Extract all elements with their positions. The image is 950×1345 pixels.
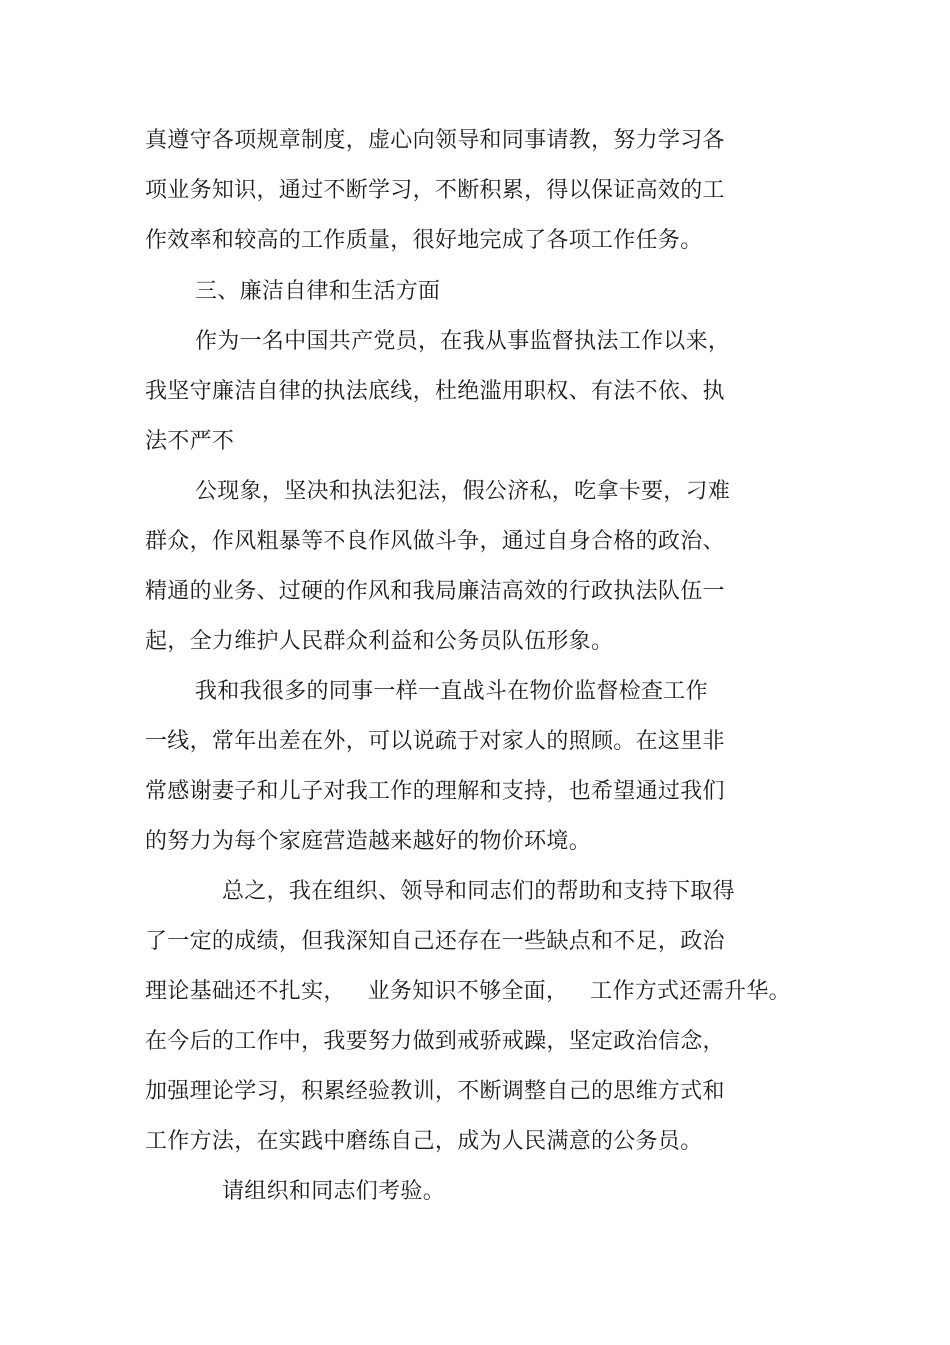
text-line: 的努力为每个家庭营造越来越好的物价环境。 (145, 829, 592, 854)
text-line: 精通的业务、过硬的作风和我局廉洁高效的行政执法队伍一 (145, 579, 725, 604)
text-line: 加强理论学习，积累经验教训，不断调整自己的思维方式和 (145, 1079, 725, 1104)
text-line: 请组织和同志们考验。 (222, 1179, 446, 1204)
text-line: 了一定的成绩，但我深知自己还存在一些缺点和不足，政治 (145, 929, 725, 954)
text-line: 一线，常年出差在外，可以说疏于对家人的照顾。在这里非 (145, 729, 725, 754)
text-line: 作为一名中国共产党员，在我从事监督执法工作以来， (195, 329, 731, 354)
text-line: 法不严不 (145, 429, 235, 454)
text-line: 真遵守各项规章制度，虚心向领导和同事请教，努力学习各 (145, 128, 725, 153)
text-line: 群众，作风粗暴等不良作风做斗争，通过自身合格的政治、 (145, 529, 725, 554)
text-line: 工作方法，在实践中磨练自己，成为人民满意的公务员。 (145, 1129, 703, 1154)
text-line: 公现象，坚决和执法犯法，假公济私，吃拿卡要，刁难 (195, 479, 731, 504)
text-line: 我坚守廉洁自律的执法底线，杜绝滥用职权、有法不依、执 (145, 379, 725, 404)
text-line: 作效率和较高的工作质量，很好地完成了各项工作任务。 (145, 228, 703, 253)
text-line: 在今后的工作中，我要努力做到戒骄戒躁，坚定政治信念， (145, 1029, 725, 1054)
text-line: 项业务知识，通过不断学习，不断积累，得以保证高效的工 (145, 178, 725, 203)
text-line: 常感谢妻子和儿子对我工作的理解和支持，也希望通过我们 (145, 779, 725, 804)
text-line: 我和我很多的同事一样一直战斗在物价监督检查工作 (195, 679, 708, 704)
section-heading: 三、廉洁自律和生活方面 (195, 279, 441, 304)
text-line: 总之，我在组织、领导和同志们的帮助和支持下取得 (222, 879, 735, 904)
text-line: 理论基础还不扎实， 业务知识不够全面， 工作方式还需升华。 (145, 979, 791, 1004)
text-line: 起，全力维护人民群众利益和公务员队伍形象。 (145, 629, 614, 654)
